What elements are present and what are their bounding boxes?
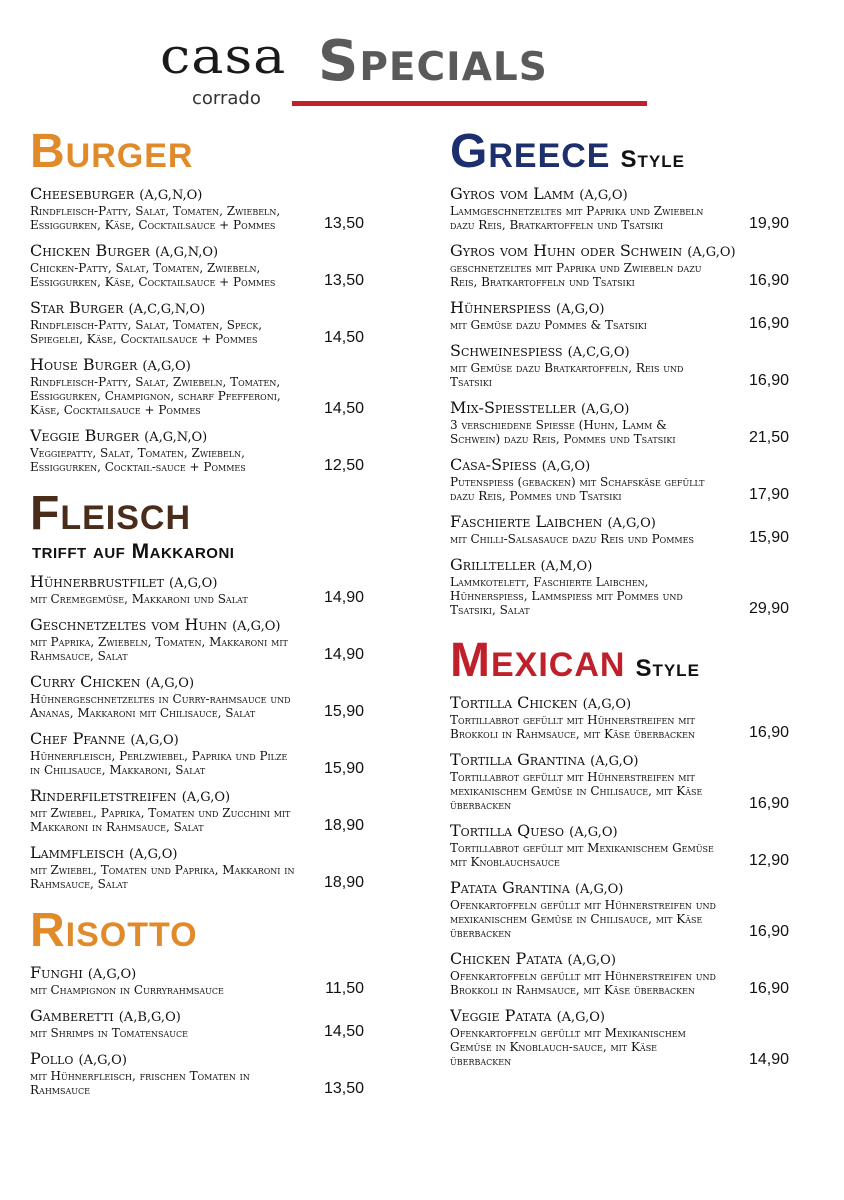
menu-item: [30, 186, 370, 232]
item-description: mit Gemüse dazu Bratkartoffeln, Reis und Tsatsiki: [450, 361, 684, 389]
item-allergens: (A,G,N,O): [144, 430, 208, 445]
item-description: mit Champignon in Curryrahmsauce: [30, 983, 224, 997]
logo-corrado: corrado: [192, 88, 261, 109]
item-allergens: (A,G,O): [574, 882, 624, 897]
item-name: Tortilla Grantina: [450, 750, 585, 769]
item-price: 16,90: [748, 272, 789, 289]
item-allergens: (A,G,O): [181, 790, 231, 805]
item-price: 15,90: [323, 760, 364, 777]
item-name: Gyros vom Lamm: [450, 184, 575, 203]
item-allergens: (A,G,O): [607, 516, 656, 531]
item-price: 16,90: [748, 795, 789, 812]
item-description: geschnetzeltes mit Paprika und Zwiebeln dazu Reis, Bratkartoffeln und Tsatsiki: [450, 261, 702, 289]
item-price: 13,50: [323, 272, 364, 289]
greece-list: [450, 186, 795, 617]
item-price: 13,50: [323, 1080, 364, 1097]
section-title-risotto: Risotto: [30, 904, 198, 957]
menu-item: [30, 617, 370, 663]
item-allergens: (A,G,O): [169, 576, 218, 591]
item-price: 14,50: [323, 329, 364, 346]
item-description: Lammgeschnetzeltes mit Paprika und Zwiebeln dazu Reis, Bratkartoffeln und Tsatsiki: [450, 204, 704, 232]
item-price: 16,90: [748, 724, 789, 741]
left-column: [30, 125, 370, 1108]
item-description: 3 verschiedene Spiesse (Huhn, Lamm & Schwein) dazu Reis, Pommes und Tsatsiki: [450, 418, 676, 446]
item-name: Geschnetzeltes vom Huhn: [30, 615, 227, 634]
section-subtitle-fleisch: trifft auf Makkaroni: [32, 540, 235, 563]
section-title-burger: Burger: [30, 125, 194, 178]
menu-item: [450, 186, 795, 232]
section-title-mexican: [450, 634, 795, 687]
fleisch-list: [30, 574, 370, 891]
burger-list: [30, 186, 370, 474]
item-price: 14,90: [323, 646, 364, 663]
item-allergens: (A,G,O): [142, 359, 191, 374]
item-allergens: (A,G,O): [87, 967, 137, 982]
item-allergens: (A,G,O): [129, 847, 178, 862]
item-price: 14,90: [748, 1051, 789, 1068]
menu-item: [450, 951, 795, 997]
item-price: 12,90: [748, 852, 789, 869]
item-name: Veggie Burger: [30, 426, 140, 445]
menu-item: [450, 1008, 795, 1068]
menu-item: [450, 880, 795, 940]
item-name: Pollo: [30, 1049, 74, 1068]
item-name: Chicken Burger: [30, 241, 150, 260]
item-description: Rindfleisch-Patty, Salat, Tomaten, Zwiebeln, Essiggurken, Käse, Cocktailsauce + Pommes: [30, 204, 281, 232]
menu-item: [450, 243, 795, 289]
menu-item: [450, 343, 795, 389]
section-title-greece: [450, 125, 795, 178]
menu-item: [30, 731, 370, 777]
item-description: mit Chilli-Salsasauce dazu Reis und Pommes: [450, 532, 694, 546]
item-name: Curry Chicken: [30, 672, 141, 691]
item-allergens: (A,G,O): [145, 676, 195, 691]
item-description: Tortillabrot gefüllt mit Hühnerstreifen mit mexikanischem Gemüse in Chilisauce, mit Käse überbacken: [450, 770, 703, 812]
item-allergens: (A,G,O): [556, 1010, 605, 1025]
item-allergens: (A,G,N,O): [155, 245, 219, 260]
item-price: 17,90: [748, 486, 789, 503]
item-price: 14,50: [323, 1023, 364, 1040]
item-description: Rindfleisch-Patty, Salat, Tomaten, Speck, Spiegelei, Käse, Cocktailsauce + Pommes: [30, 318, 263, 346]
title-underline: [292, 101, 647, 106]
item-price: 16,90: [748, 923, 789, 940]
mexican-style-label: Style: [635, 655, 700, 682]
menu-item: [450, 457, 795, 503]
item-name: Chef Pfanne: [30, 729, 126, 748]
menu-item: [30, 845, 370, 891]
item-name: Chicken Patata: [450, 949, 563, 968]
item-name: Rinderfiletstreifen: [30, 786, 177, 805]
menu-item: [30, 357, 370, 417]
item-allergens: (A,G,O): [569, 825, 618, 840]
item-description: mit Hühnerfleisch, frischen Tomaten in Rahmsauce: [30, 1069, 250, 1097]
item-name: House Burger: [30, 355, 138, 374]
item-name: Mix-Spiessteller: [450, 398, 576, 417]
menu-header: [0, 0, 844, 120]
item-description: Tortillabrot gefüllt mit Hühnerstreifen mit Brokkoli in Rahmsauce, mit Käse überbacken: [450, 713, 695, 741]
item-allergens: (A,G,O): [556, 302, 605, 317]
item-allergens: (A,G,O): [590, 754, 639, 769]
item-allergens: (A,G,O): [580, 402, 630, 417]
menu-item: [450, 695, 795, 741]
item-name: Lammfleisch: [30, 843, 124, 862]
item-name: Faschierte Laibchen: [450, 512, 603, 531]
item-price: 18,90: [323, 817, 364, 834]
item-description: Lammkotelett, Faschierte Laibchen, Hühnerspiess, Lammspiess mit Pommes und Tsatsiki, Salat: [450, 575, 683, 617]
item-price: 11,50: [325, 980, 364, 997]
item-allergens: (A,C,G,N,O): [128, 302, 206, 317]
item-allergens: (A,G,N,O): [139, 188, 203, 203]
item-description: mit Shrimps in Tomatensauce: [30, 1026, 188, 1040]
logo-casa: casa: [160, 28, 287, 85]
item-name: Grillteller: [450, 555, 536, 574]
mexican-title-text: Mexican: [450, 634, 626, 687]
greece-title-text: Greece: [450, 125, 611, 178]
item-name: Schweinespiess: [450, 341, 563, 360]
menu-item: [450, 514, 795, 546]
menu-item: [30, 243, 370, 289]
item-allergens: (A,M,O): [540, 559, 593, 574]
menu-item: [450, 300, 795, 332]
menu-item: [450, 823, 795, 869]
item-price: 16,90: [748, 315, 789, 332]
item-description: mit Zwiebel, Paprika, Tomaten und Zucchini mit Makkaroni in Rahmsauce, Salat: [30, 806, 291, 834]
menu-item: [30, 574, 370, 606]
item-name: Tortilla Queso: [450, 821, 565, 840]
item-price: 16,90: [748, 980, 789, 997]
item-name: Gamberetti: [30, 1006, 114, 1025]
item-allergens: (A,G,O): [541, 459, 591, 474]
item-price: 18,90: [323, 874, 364, 891]
item-name: Hühnerspiess: [450, 298, 551, 317]
mexican-list: [450, 695, 795, 1068]
item-allergens: (A,G,O): [687, 245, 736, 260]
item-description: mit Zwiebel, Tomaten und Paprika, Makkaroni in Rahmsauce, Salat: [30, 863, 295, 891]
menu-item: [30, 788, 370, 834]
item-description: mit Cremegemüse, Makkaroni und Salat: [30, 592, 248, 606]
item-allergens: (A,G,O): [130, 733, 179, 748]
item-allergens: (A,G,O): [232, 619, 281, 634]
item-description: Chicken-Patty, Salat, Tomaten, Zwiebeln, Essiggurken, Käse, Cocktailsauce + Pommes: [30, 261, 276, 289]
item-name: Funghi: [30, 963, 83, 982]
item-description: Putenspiess (gebacken) mit Schafskäse gefüllt dazu Reis, Pommes und Tsatsiki: [450, 475, 705, 503]
item-name: Patata Grantina: [450, 878, 570, 897]
item-description: Rindfleisch-Patty, Salat, Zwiebeln, Tomaten, Essiggurken, Champignon, scharf Pfefferoni, Käse, Cocktailsauce + Pommes: [30, 375, 281, 417]
item-description: Veggiepatty, Salat, Tomaten, Zwiebeln, Essiggurken, Cocktail-sauce + Pommes: [30, 446, 246, 474]
item-price: 15,90: [748, 529, 789, 546]
item-allergens: (A,G,O): [567, 953, 616, 968]
item-name: Cheeseburger: [30, 184, 135, 203]
item-name: Casa-Spiess: [450, 455, 537, 474]
menu-item: [450, 752, 795, 812]
item-allergens: (A,B,G,O): [118, 1010, 181, 1025]
menu-item: [450, 557, 795, 617]
menu-item: [450, 400, 795, 446]
page-title: Specials: [318, 29, 548, 94]
item-price: 21,50: [748, 429, 789, 446]
item-price: 13,50: [323, 215, 364, 232]
item-description: mit Gemüse dazu Pommes & Tsatsiki: [450, 318, 647, 332]
menu-item: [30, 1051, 370, 1097]
menu-item: [30, 300, 370, 346]
menu-item: [30, 1008, 370, 1040]
item-price: 16,90: [748, 372, 789, 389]
item-description: Tortillabrot gefüllt mit Mexikanischem Gemüse mit Knoblauchsauce: [450, 841, 714, 869]
item-price: 14,90: [323, 589, 364, 606]
item-description: mit Paprika, Zwiebeln, Tomaten, Makkaroni mit Rahmsauce, Salat: [30, 635, 288, 663]
item-allergens: (A,G,O): [78, 1053, 127, 1068]
item-price: 12,50: [323, 457, 364, 474]
menu-item: [30, 965, 370, 997]
item-name: Star Burger: [30, 298, 124, 317]
item-price: 19,90: [748, 215, 789, 232]
item-allergens: (A,G,O): [579, 188, 628, 203]
menu-item: [30, 674, 370, 720]
item-allergens: (A,G,O): [582, 697, 632, 712]
item-name: Hühnerbrustfilet: [30, 572, 164, 591]
section-title-fleisch: Fleisch: [30, 487, 191, 540]
item-description: Hühnergeschnetzeltes in Curry-rahmsauce und Ananas, Makkaroni mit Chilisauce, Salat: [30, 692, 291, 720]
risotto-list: [30, 965, 370, 1097]
right-column: [450, 125, 795, 1079]
item-allergens: (A,C,G,O): [567, 345, 630, 360]
item-description: Ofenkartoffeln gefüllt mit Hühnerstreifen und mexikanischem Gemüse in Chilisauce, mit Käse überbacken: [450, 898, 716, 940]
greece-style-label: Style: [620, 146, 685, 173]
item-description: Ofenkartoffeln gefüllt mit Mexikanischem Gemüse in Knoblauch-sauce, mit Käse überbacken: [450, 1026, 686, 1068]
item-name: Veggie Patata: [450, 1006, 552, 1025]
menu-item: [30, 428, 370, 474]
item-description: Ofenkartoffeln gefüllt mit Hühnerstreifen und Brokkoli in Rahmsauce, mit Käse überbacken: [450, 969, 716, 997]
item-name: Tortilla Chicken: [450, 693, 578, 712]
item-price: 29,90: [748, 600, 789, 617]
item-description: Hühnerfleisch, Perlzwiebel, Paprika und Pilze in Chilisauce, Makkaroni, Salat: [30, 749, 288, 777]
item-price: 15,90: [323, 703, 364, 720]
item-name: Gyros vom Huhn oder Schwein: [450, 241, 683, 260]
item-price: 14,50: [323, 400, 364, 417]
